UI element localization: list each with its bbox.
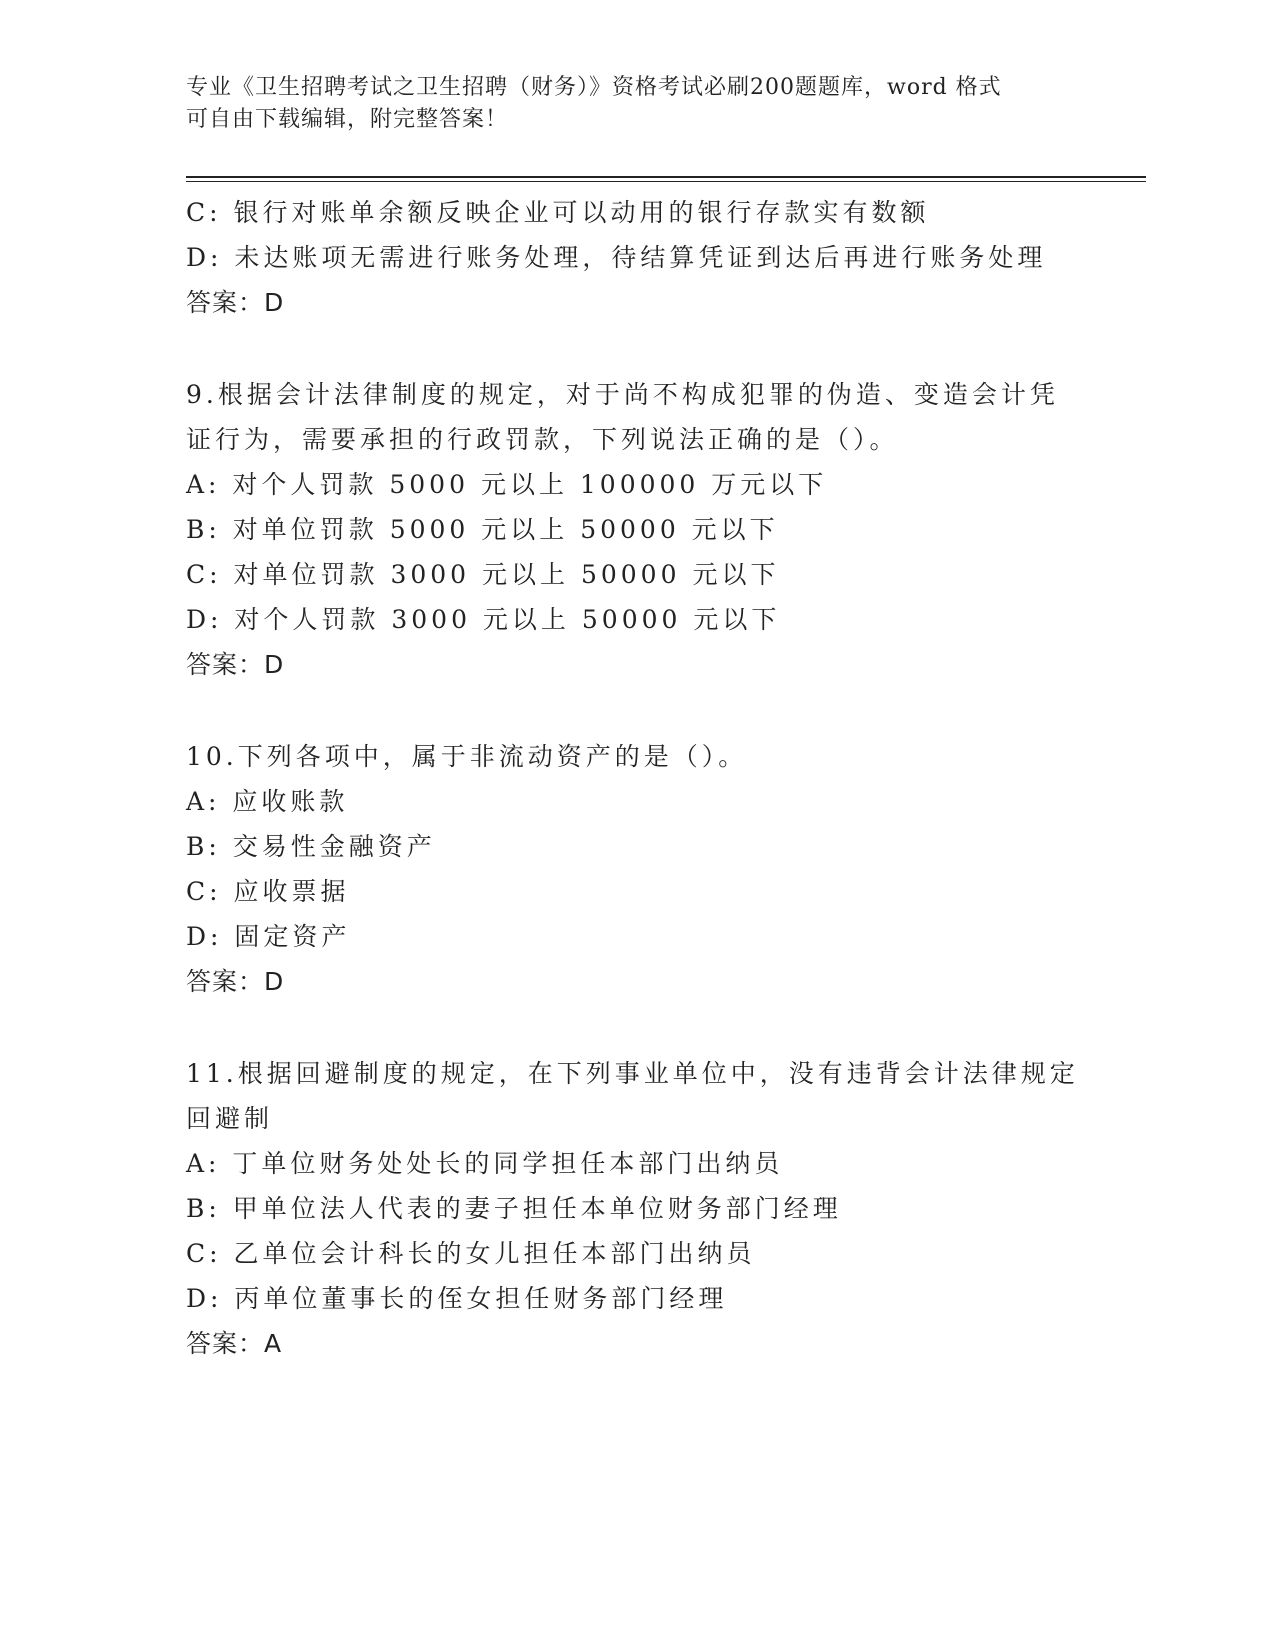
question-text: 9.根据会计法律制度的规定，对于尚不构成犯罪的伪造、变造会计凭 (186, 380, 1059, 409)
option-b: B: 甲单位法人代表的妻子担任本单位财务部门经理 (186, 1194, 842, 1223)
option-c: C: 乙单位会计科长的女儿担任本部门出纳员 (186, 1239, 756, 1268)
answer: 答案：D (186, 288, 285, 317)
option-d: D: 未达账项无需进行账务处理，待结算凭证到达后再进行账务处理 (186, 243, 1047, 272)
header-line-1: 专业《卫生招聘考试之卫生招聘（财务）》资格考试必刷200题题库，word 格式 (186, 75, 1002, 100)
option-d: D: 丙单位董事长的侄女担任财务部门经理 (186, 1284, 728, 1313)
question-text: 10.下列各项中，属于非流动资产的是（）。 (186, 742, 748, 771)
question-text: 11.根据回避制度的规定，在下列事业单位中，没有违背会计法律规定 (186, 1059, 1079, 1088)
answer: 答案：D (186, 650, 285, 679)
question-text-cont: 回避制 (186, 1104, 274, 1133)
answer: 答案：D (186, 967, 285, 996)
option-d: D: 固定资产 (186, 922, 351, 951)
option-a: A: 对个人罚款 5000 元以上 100000 万元以下 (186, 470, 828, 499)
answer: 答案：A (186, 1329, 283, 1358)
question-11-block (186, 1051, 1086, 1366)
option-c: C: 应收票据 (186, 877, 350, 906)
prev-question-block (186, 190, 1086, 325)
option-b: B: 对单位罚款 5000 元以上 50000 元以下 (186, 515, 779, 544)
option-a: A: 应收账款 (186, 787, 349, 816)
option-c: C: 对单位罚款 3000 元以上 50000 元以下 (186, 560, 780, 589)
option-b: B: 交易性金融资产 (186, 832, 436, 861)
option-c: C: 银行对账单余额反映企业可以动用的银行存款实有数额 (186, 198, 930, 227)
header-line-2: 可自由下载编辑，附完整答案！ (186, 107, 509, 132)
header-rule-thick (186, 176, 1146, 178)
question-text-cont: 证行为，需要承担的行政罚款，下列说法正确的是（）。 (186, 425, 899, 454)
header-rule-thin (186, 181, 1146, 182)
option-a: A: 丁单位财务处处长的同学担任本部门出纳员 (186, 1149, 784, 1178)
document-header (186, 72, 1066, 136)
question-content (186, 190, 1086, 1366)
question-10-block (186, 734, 1086, 1004)
question-9-block (186, 372, 1086, 687)
option-d: D: 对个人罚款 3000 元以上 50000 元以下 (186, 605, 781, 634)
